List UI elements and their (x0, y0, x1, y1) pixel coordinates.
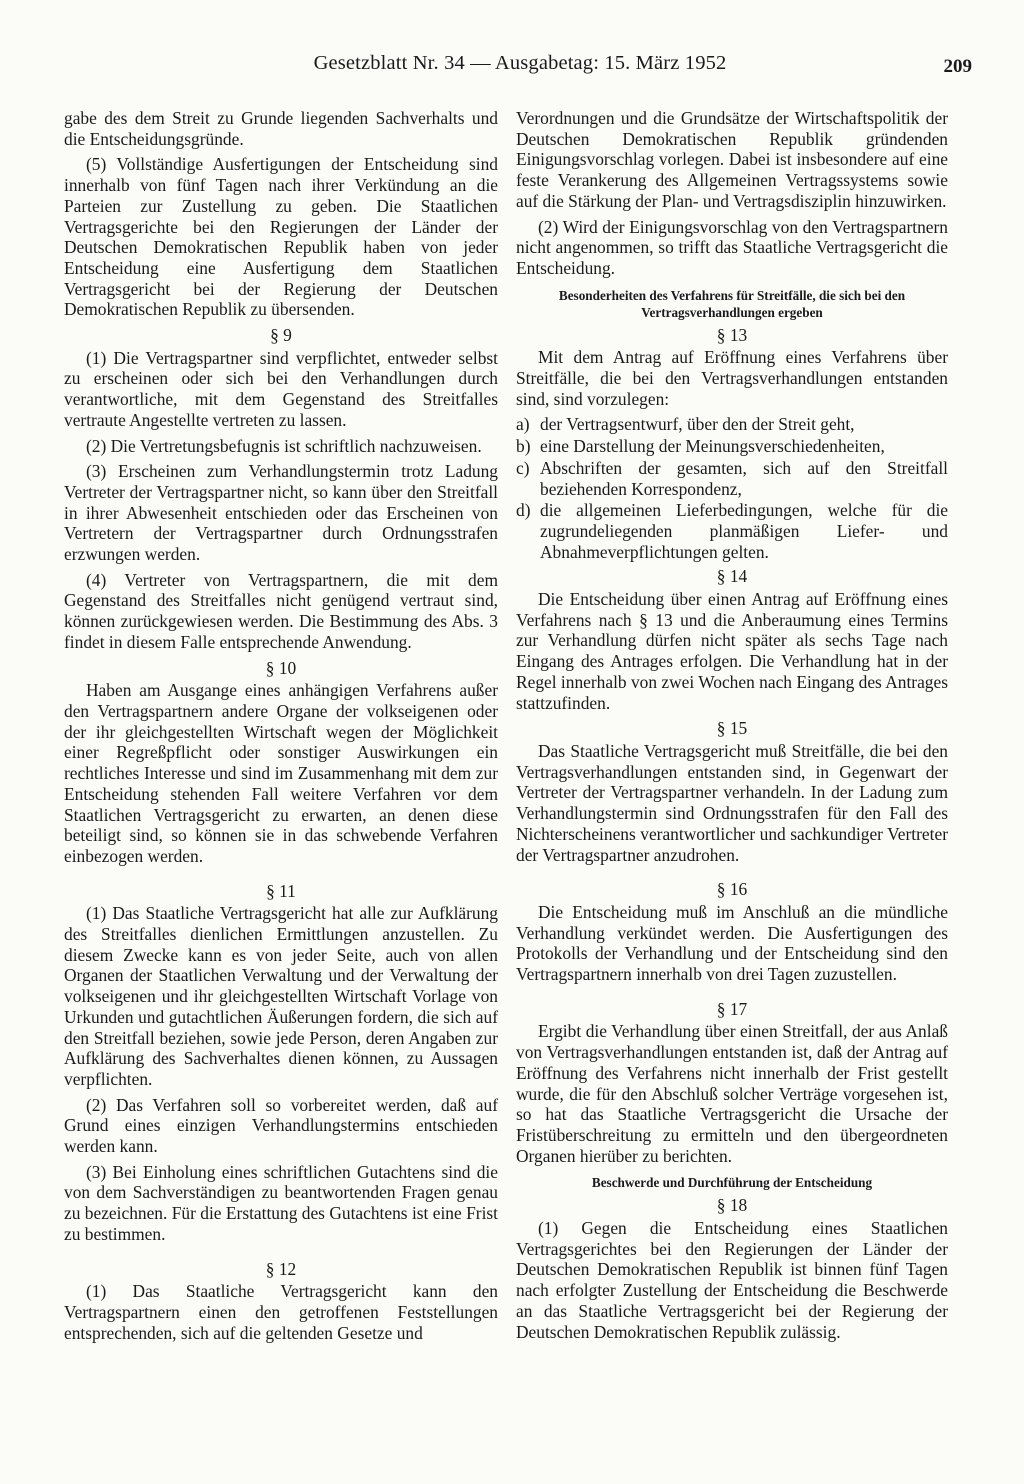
section-number: § 13 (716, 324, 748, 345)
paragraph: Die Entscheidung muß im Anschluß an die mündliche Verhandlung verkündet werden. Die Ausfertigungen des Protokolls der Verhandlung und der Entscheidung sind den Vertragspartnern innerhalb von drei Tagen zuzustellen. (516, 901, 948, 985)
section-heading: Besonderheiten des Verfahrens für Streitfälle, die sich bei den Vertragsverhandlungen ergeben (558, 287, 906, 320)
list-item (516, 500, 948, 562)
paragraph: Die Entscheidung über einen Antrag auf Eröffnung eines Verfahrens nach § 13 und die Anberaumung eines Termins zur Verhandlung dürfen nicht später als sechs Tage nach Eingang des Antrages erfolgen. Die Verhandlung hat in der Regel innerhalb von zwei Wochen nach Eingang des Antrages stattzufinden. (516, 589, 948, 713)
list-item (516, 414, 948, 435)
paragraph: Verordnungen und die Grundsätze der Wirtschaftspolitik der Deutschen Demokratischen Republik gründenden Einigungsvorschlag vorlegen. Dabei ist insbesondere auf eine feste Verankerung des Allgemeinen Vertragssystems sowie auf die Stärkung der Plan- und Vertragsdisziplin hinzuwirken. (516, 108, 948, 211)
section-number: § 9 (270, 325, 292, 346)
paragraph: (2) Die Vertretungsbefugnis ist schriftlich nachzuweisen. (86, 435, 482, 456)
list-item-label: c) (516, 457, 530, 478)
paragraph: (3) Bei Einholung eines schriftlichen Gutachtens sind die von dem Sachverständigen zu beantwortenden Fragen genau zu bezeichnen. Für die Erstattung des Gutachtens ist eine Frist zu bestimmen. (64, 1161, 498, 1244)
section-number: § 14 (716, 566, 748, 587)
enumerated-list (516, 414, 948, 562)
paragraph: Das Staatliche Vertragsgericht muß Streitfälle, die bei den Vertragsverhandlungen entstanden sind, in Gegenwart der Vertreter der Vertragspartner verhandeln. In der Ladung zum Verhandlungstermin sind Ordnungsstrafen für den Fall des Nichterscheinens verantwortlicher und sachkundiger Vertreter der Vertragspartner anzudrohen. (516, 740, 948, 865)
paragraph: (1) Das Staatliche Vertragsgericht kann den Vertragspartnern einen den getroffenen Feststellungen entsprechenden, sich auf die geltenden Gesetze und (64, 1281, 498, 1343)
paragraph: (3) Erscheinen zum Verhandlungstermin trotz Ladung Vertreter der Vertragspartner nicht, so kann über den Streitfall in ihrer Abwesenheit entschieden oder das Erscheinen von Vertretern der Vertragspartner durch Ordnungsstrafen erzwungen werden. (64, 461, 498, 565)
section-heading: Beschwerde und Durchführung der Entscheidung (591, 1175, 873, 1191)
paragraph: (2) Wird der Einigungsvorschlag von den Vertragspartnern nicht angenommen, so trifft das Staatliche Vertragsgericht die Entscheidung. (516, 216, 948, 278)
list-item-label: b) (516, 436, 531, 457)
page-number: 209 (943, 56, 972, 77)
section-number: § 16 (716, 879, 748, 900)
paragraph: (4) Vertreter von Vertragspartnern, die mit dem Gegenstand des Streitfalles nicht genügend vertraut sind, können zurückgewiesen werden. Die Bestimmung des Abs. 3 findet in diesem Falle entsprechende Anwendung. (64, 569, 498, 652)
right-column (516, 108, 948, 1347)
paragraph: (1) Die Vertragspartner sind verpflichtet, entweder selbst zu erscheinen oder sich bei den Verhandlungen durch verantwortliche, mit dem Gegenstand des Streitfalles vertraute Angestellte vertreten zu lassen. (64, 347, 498, 430)
list-item-text: der Vertragsentwurf, über den der Streit geht, (540, 414, 855, 435)
paragraph: Haben am Ausgange eines anhängigen Verfahrens außer den Vertragspartnern andere Organe der volkseigenen oder der ihr gleichgestellten Wirtschaft wegen der Möglichkeit einer Regreßpflicht oder sonstiger Auswirkungen ein rechtliches Interesse und sind im Zusammenhang mit dem zur Entscheidung stehenden Fall weitere Verfahren vor dem Staatlichen Vertragsgericht zu erwarten, an denen diese beteiligt sind, so können sie in das schwebende Verfahren einbezogen werden. (64, 680, 498, 866)
section-number: § 10 (265, 657, 297, 678)
paragraph: (1) Gegen die Entscheidung eines Staatlichen Vertragsgerichtes bei den Regierungen der Länder der Deutschen Demokratischen Republik ist binnen fünf Tagen nach erfolgter Zustellung der Entscheidung die Beschwerde an das Staatliche Vertragsgericht bei der Regierung der Deutschen Demokratischen Republik zulässig. (516, 1218, 948, 1342)
paragraph: gabe des dem Streit zu Grunde liegenden Sachverhalts und die Entscheidungsgründe. (64, 108, 498, 149)
left-column (64, 108, 498, 1348)
paragraph: (1) Das Staatliche Vertragsgericht hat alle zur Aufklärung des Streitfalles dienlichen Ermittlungen anzustellen. Zu diesem Zwecke kann es von jeder Seite, auch von allen Organen der Staatlichen Verwaltung und der Verwaltung der volkseigenen und ihr gleichgestellten Wirtschaft Vorlage von Urkunden und gutachtlichen Äußerungen fordern, die sich auf den Streitfall beziehen, sowie jede Person, deren Angaben zur Aufklärung des Sachverhaltes dienen können, zu Aussagen verpflichten. (64, 903, 498, 1089)
paragraph: (5) Vollständige Ausfertigungen der Entscheidung sind innerhalb von fünf Tagen nach ihrer Verkündung an die Parteien zur Zustellung zu geben. Die Staatlichen Vertragsgerichte bei den Regierungen der Länder der Deutschen Demokratischen Republik haben von jeder Entscheidung eine Ausfertigung dem Staatlichen Vertragsgericht bei der Regierung der Deutschen Demokratischen Republik zu übersenden. (64, 154, 498, 320)
paragraph: (2) Das Verfahren soll so vorbereitet werden, daß auf Grund eines einzigen Verhandlungstermins entschieden werden kann. (64, 1094, 498, 1157)
paragraph: Mit dem Antrag auf Eröffnung eines Verfahrens über Streitfälle, die bei den Vertragsverhandlungen entstanden sind, sind vorzulegen: (516, 347, 948, 409)
list-item-text: Abschriften der gesamten, sich auf den Streitfall beziehenden Korrespondenz, (540, 457, 948, 499)
list-item-label: a) (516, 414, 530, 435)
section-number: § 12 (265, 1258, 297, 1279)
section-number: § 15 (716, 718, 748, 739)
list-item-text: die allgemeinen Lieferbedingungen, welche für die zugrundeliegenden planmäßigen Liefer- und Abnahmeverpflichtungen gelten. (540, 500, 948, 562)
list-item-text: eine Darstellung der Meinungsverschiedenheiten, (540, 436, 885, 457)
paragraph: Ergibt die Verhandlung über einen Streitfall, der aus Anlaß von Vertragsverhandlungen entstanden ist, daß der Antrag auf Eröffnung des Verfahrens nicht innerhalb der Frist gestellt wurde, die für den Abschluß solcher Verträge vorgesehen ist, so hat das Staatliche Vertragsgericht die Ursache der Fristüberschreitung zu ermitteln und den übergeordneten Organen hierüber zu berichten. (516, 1021, 948, 1166)
list-item-label: d) (516, 500, 531, 521)
section-number: § 11 (266, 880, 296, 901)
section-number: § 18 (716, 1195, 748, 1216)
page-header: Gesetzblatt Nr. 34 — Ausgabetag: 15. März 1952 (313, 52, 727, 74)
list-item (516, 436, 948, 457)
list-item (516, 458, 948, 499)
section-number: § 17 (716, 998, 748, 1019)
